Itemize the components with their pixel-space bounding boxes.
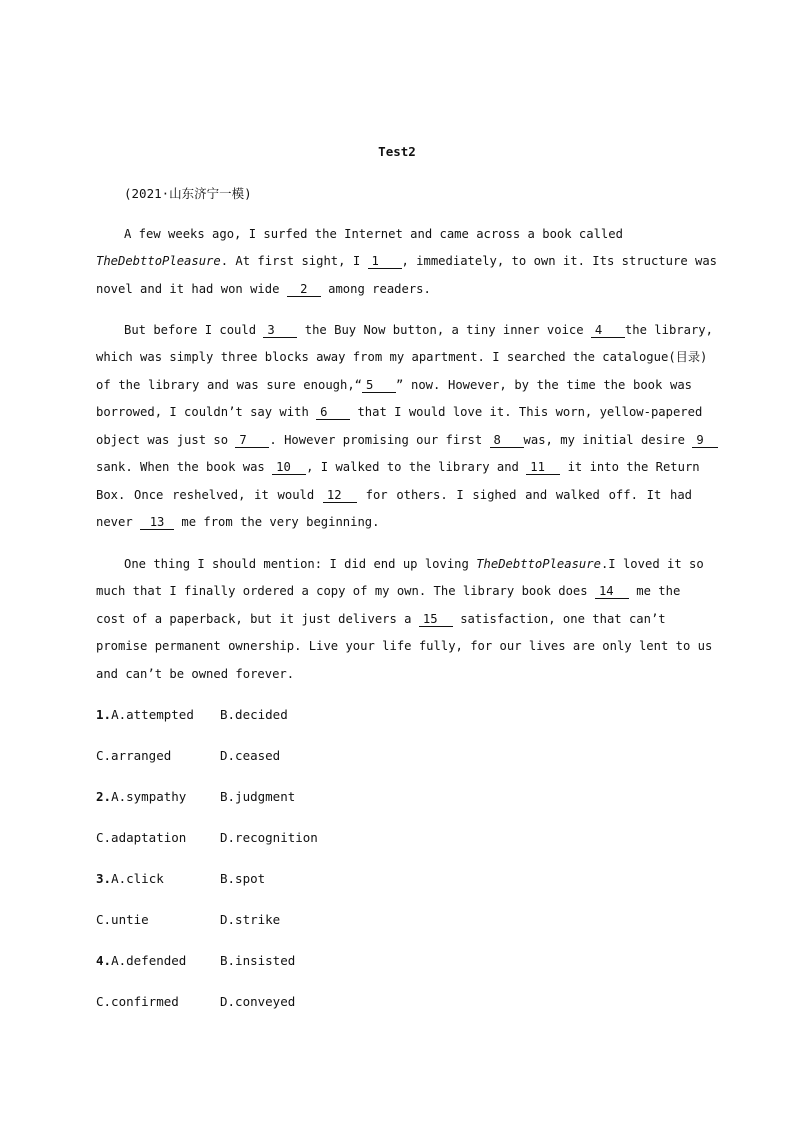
- option-2c[interactable]: C.adaptation: [96, 830, 187, 845]
- p1-line-2: TheDebttoPleasure. At first sight, I 1 , immediately, to own it. Its structure was: [96, 254, 718, 268]
- blank-9: 9: [692, 433, 718, 448]
- p1-line-3: novel and it had won wide 2 among readers.: [96, 282, 431, 296]
- option-4b[interactable]: B.insisted: [220, 953, 296, 968]
- blank-13: 13: [140, 515, 174, 530]
- p2-line-4: borrowed, I couldn’t say with 6 that I would love it. This worn, yellow-papered: [96, 405, 703, 419]
- option-3a[interactable]: 3.A.click: [96, 871, 164, 886]
- p2-line-2: which was simply three blocks away from my apartment. I searched the catalogue(目录): [96, 350, 708, 364]
- blank-12: 12: [323, 488, 357, 503]
- option-4a[interactable]: 4.A.defended: [96, 953, 187, 968]
- question-number: 4.: [96, 953, 112, 968]
- p2-line-5: object was just so 7 . However promising our first 8 was, my initial desire 9: [96, 431, 692, 449]
- blank-6: 6: [316, 405, 350, 420]
- option-3d[interactable]: D.strike: [220, 912, 281, 927]
- blank-10: 10: [272, 460, 306, 475]
- blank-2: 2: [287, 282, 321, 297]
- option-1b[interactable]: B.decided: [220, 707, 288, 722]
- blank-8: 8: [490, 433, 524, 448]
- p3-line-2: much that I finally ordered a copy of my own. The library book does 14 me the: [96, 584, 681, 598]
- source-note: (2021·山东济宁一模): [124, 186, 252, 201]
- book-title: TheDebttoPleasure: [476, 557, 601, 571]
- option-1c[interactable]: C.arranged: [96, 748, 172, 763]
- option-3c[interactable]: C.untie: [96, 912, 149, 927]
- p2-line-3: of the library and was sure enough,“ 5 ” now. However, by the time the book was: [96, 378, 692, 392]
- blank-5: 5: [362, 378, 396, 393]
- page-title: Test2: [378, 144, 416, 159]
- blank-7: 7: [235, 433, 269, 448]
- option-4d[interactable]: D.conveyed: [220, 994, 296, 1009]
- p2-line-8: never 13 me from the very beginning.: [96, 515, 380, 529]
- blank-15: 15: [419, 612, 453, 627]
- question-number: 2.: [96, 789, 112, 804]
- p2-line-7: Box. Once reshelved, it would 12 for others. I sighed and walked off. It had: [96, 488, 692, 502]
- blank-14: 14: [595, 584, 629, 599]
- p2-line-6: sank. When the book was 10 , I walked to the library and 11 it into the Return: [96, 460, 700, 474]
- option-2a[interactable]: 2.A.sympathy: [96, 789, 187, 804]
- option-4c[interactable]: C.confirmed: [96, 994, 179, 1009]
- p3-line-3: cost of a paperback, but it just delivers a 15 satisfaction, one that can’t: [96, 612, 666, 626]
- blank-4: 4: [591, 323, 625, 338]
- option-2d[interactable]: D.recognition: [220, 830, 318, 845]
- blank-11: 11: [526, 460, 560, 475]
- blank-1: 1: [368, 254, 402, 269]
- option-1a[interactable]: 1.A.attempted: [96, 707, 194, 722]
- p2-line-1: But before I could 3 the Buy Now button, a tiny inner voice 4 the library,: [124, 323, 713, 337]
- question-number: 3.: [96, 871, 112, 886]
- question-number: 1.: [96, 707, 112, 722]
- p3-line-5: and can’t be owned forever.: [96, 667, 295, 681]
- p1-line-1: A few weeks ago, I surfed the Internet and came across a book called: [124, 227, 623, 241]
- p3-line-1: One thing I should mention: I did end up loving TheDebttoPleasure.I loved it so: [124, 557, 704, 571]
- option-1d[interactable]: D.ceased: [220, 748, 281, 763]
- option-3b[interactable]: B.spot: [220, 871, 266, 886]
- option-2b[interactable]: B.judgment: [220, 789, 296, 804]
- blank-3: 3: [263, 323, 297, 338]
- p3-line-4: promise permanent ownership. Live your life fully, for our lives are only lent to us: [96, 639, 713, 653]
- book-title: TheDebttoPleasure: [96, 254, 221, 268]
